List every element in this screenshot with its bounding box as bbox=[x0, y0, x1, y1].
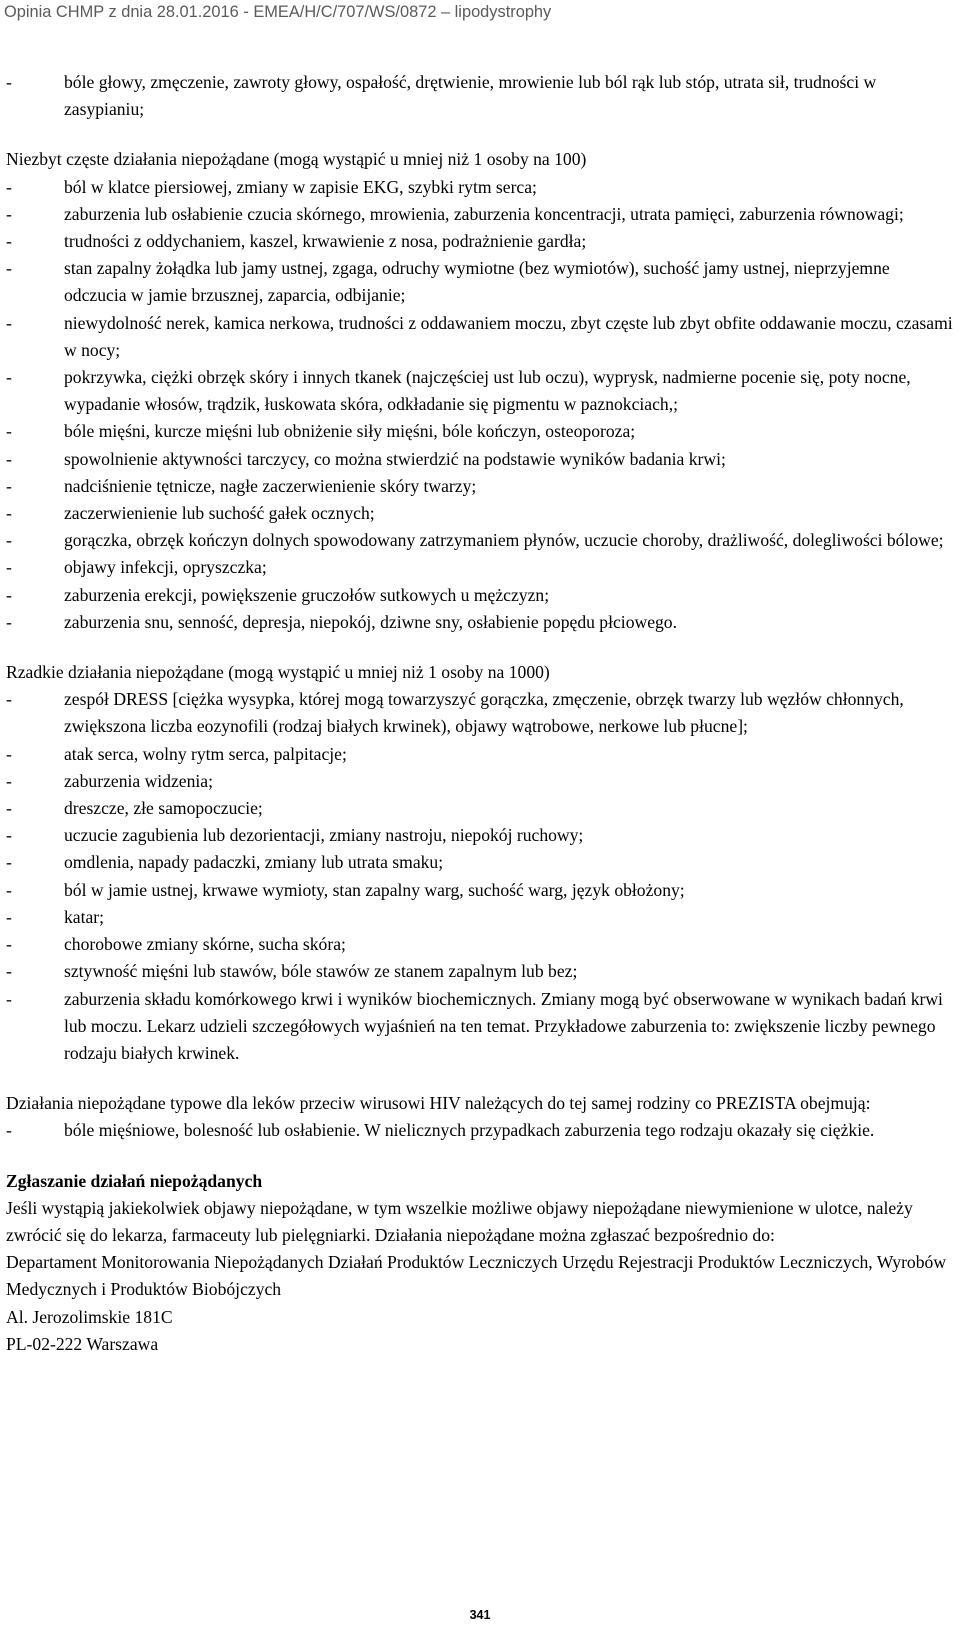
uncommon-section bbox=[6, 146, 954, 636]
page-number: 341 bbox=[469, 1608, 491, 1622]
item-text: dreszcze, złe samopoczucie; bbox=[64, 798, 263, 819]
item-text: bóle mięśni, kurcze mięśni lub obniżenie siły mięśni, bóle kończyn, osteoporoza; bbox=[64, 421, 636, 442]
bullet-dash: - bbox=[6, 421, 12, 442]
bullet-dash: - bbox=[6, 258, 12, 279]
list-item bbox=[6, 473, 954, 500]
reporting-heading: Zgłaszanie działań niepożądanych bbox=[6, 1170, 263, 1191]
item-text: uczucie zagubienia lub dezorientacji, zmiany nastroju, niepokój ruchowy; bbox=[64, 825, 584, 846]
item-text: ból w klatce piersiowej, zmiany w zapisie EKG, szybki rytm serca; bbox=[64, 176, 537, 197]
rare-heading: Rzadkie działania niepożądane (mogą wystąpić u mniej niż 1 osoby na 1000) bbox=[6, 662, 550, 683]
list-item bbox=[6, 582, 954, 609]
item-text: nadciśnienie tętnicze, nagłe zaczerwienienie skóry twarzy; bbox=[64, 475, 477, 496]
item-text: gorączka, obrzęk kończyn dolnych spowodowany zatrzymaniem płynów, uczucie choroby, drażliwość, dolegliwości bólowe; bbox=[64, 530, 944, 551]
item-text: atak serca, wolny rytm serca, palpitacje; bbox=[64, 743, 347, 764]
document-body bbox=[6, 69, 954, 1358]
bullet-dash: - bbox=[6, 988, 12, 1009]
top-list bbox=[6, 69, 954, 123]
list-item bbox=[6, 795, 954, 822]
list-item bbox=[6, 609, 954, 636]
list-item bbox=[6, 201, 954, 228]
bullet-dash: - bbox=[6, 934, 12, 955]
bullet-dash: - bbox=[6, 798, 12, 819]
list-item bbox=[6, 69, 954, 123]
bullet-dash: - bbox=[6, 825, 12, 846]
bullet-dash: - bbox=[6, 961, 12, 982]
bullet-dash: - bbox=[6, 852, 12, 873]
item-text: ból w jamie ustnej, krwawe wymioty, stan zapalny warg, suchość warg, język obłożony; bbox=[64, 879, 685, 900]
hiv-section bbox=[6, 1090, 954, 1144]
list-item bbox=[6, 228, 954, 255]
list-item bbox=[6, 849, 954, 876]
bullet-dash: - bbox=[6, 557, 12, 578]
item-text: katar; bbox=[64, 906, 105, 927]
list-item bbox=[6, 310, 954, 364]
item-text: zespół DRESS [ciężka wysypka, której mogą towarzyszyć gorączka, zmęczenie, obrzęk twarzy lub węzłów chłonnych, zwiększona liczba eozynofili (rodzaj białych krwinek), objawy wątrobowe, nerkowe lub płucne]; bbox=[64, 689, 904, 737]
bullet-dash: - bbox=[6, 743, 12, 764]
hiv-heading: Działania niepożądane typowe dla leków przeciw wirusowi HIV należących do tej samej rodziny co PREZISTA obejmują: bbox=[6, 1093, 871, 1114]
item-text: niewydolność nerek, kamica nerkowa, trudności z oddawaniem moczu, zbyt częste lub zbyt obfite oddawanie moczu, czasami w nocy; bbox=[64, 312, 953, 360]
address-line: Al. Jerozolimskie 181C bbox=[6, 1306, 173, 1327]
reporting-section bbox=[6, 1168, 954, 1358]
bullet-dash: - bbox=[6, 611, 12, 632]
item-text: objawy infekcji, opryszczka; bbox=[64, 557, 267, 578]
list-item bbox=[6, 446, 954, 473]
list-item bbox=[6, 741, 954, 768]
bullet-dash: - bbox=[6, 906, 12, 927]
item-text: zaburzenia składu komórkowego krwi i wyników biochemicznych. Zmiany mogą być obserwowane w wynikach badań krwi lub moczu. Lekarz udzieli szczegółowych wyjaśnień na ten temat. Przykładowe zaburzenia to: zwiększenie liczby pewnego rodzaju białych krwinek. bbox=[64, 988, 943, 1063]
bullet-dash: - bbox=[6, 448, 12, 469]
address-line: PL-02-222 Warszawa bbox=[6, 1333, 159, 1354]
item-text: bóle głowy, zmęczenie, zawroty głowy, ospałość, drętwienie, mrowienie lub ból rąk lub stóp, utrata sił, trudności w zasypianiu; bbox=[64, 72, 877, 120]
item-text: stan zapalny żołądka lub jamy ustnej, zgaga, odruchy wymiotne (bez wymiotów), suchość jamy ustnej, nieprzyjemne odczucia w jamie brzusznej, zaparcia, odbijanie; bbox=[64, 258, 890, 306]
list-item bbox=[6, 418, 954, 445]
item-text: zaburzenia erekcji, powiększenie gruczołów sutkowych u mężczyzn; bbox=[64, 584, 550, 605]
list-item bbox=[6, 931, 954, 958]
item-text: bóle mięśniowe, bolesność lub osłabienie. W nielicznych przypadkach zaburzenia tego rodzaju okazały się ciężkie. bbox=[64, 1120, 875, 1141]
list-item bbox=[6, 1117, 954, 1144]
bullet-dash: - bbox=[6, 72, 12, 92]
list-item bbox=[6, 364, 954, 418]
document-header: Opinia CHMP z dnia 28.01.2016 - EMEA/H/C/707/WS/0872 – lipodystrophy bbox=[4, 3, 552, 21]
item-text: pokrzywka, ciężki obrzęk skóry i innych tkanek (najczęściej ust lub oczu), wyprysk, nadmierne pocenie się, poty nocne, wypadanie włosów, trądzik, łuskowata skóra, odkładanie się pigmentu w paznokciach,; bbox=[64, 367, 911, 415]
list-item bbox=[6, 768, 954, 795]
list-item bbox=[6, 877, 954, 904]
bullet-dash: - bbox=[6, 503, 12, 524]
list-item bbox=[6, 255, 954, 309]
bullet-dash: - bbox=[6, 203, 12, 224]
bullet-dash: - bbox=[6, 367, 12, 388]
address-line: Departament Monitorowania Niepożądanych Działań Produktów Leczniczych Urzędu Rejestracji Produktów Leczniczych, Wyrobów Medycznych i Produktów Biobójczych bbox=[6, 1252, 947, 1300]
list-item bbox=[6, 174, 954, 201]
bullet-dash: - bbox=[6, 689, 12, 710]
item-text: zaburzenia lub osłabienie czucia skórnego, mrowienia, zaburzenia koncentracji, utrata pamięci, zaburzenia równowagi; bbox=[64, 203, 904, 224]
bullet-dash: - bbox=[6, 1120, 12, 1141]
list-item bbox=[6, 554, 954, 581]
bullet-dash: - bbox=[6, 176, 12, 197]
bullet-dash: - bbox=[6, 584, 12, 605]
uncommon-heading: Niezbyt częste działania niepożądane (mogą wystąpić u mniej niż 1 osoby na 100) bbox=[6, 149, 587, 170]
item-text: zaczerwienienie lub suchość gałek ocznych; bbox=[64, 503, 375, 524]
reporting-text: Jeśli wystąpią jakiekolwiek objawy niepożądane, w tym wszelkie możliwe objawy niepożądane niewymienione w ulotce, należy zwrócić się do lekarza, farmaceuty lub pielęgniarki. Działania niepożądane można zgłaszać bezpośrednio do: bbox=[6, 1197, 913, 1245]
bullet-dash: - bbox=[6, 231, 12, 252]
bullet-dash: - bbox=[6, 770, 12, 791]
list-item bbox=[6, 686, 954, 740]
bullet-dash: - bbox=[6, 312, 12, 333]
bullet-dash: - bbox=[6, 879, 12, 900]
item-text: zaburzenia widzenia; bbox=[64, 770, 213, 791]
list-item bbox=[6, 958, 954, 985]
item-text: omdlenia, napady padaczki, zmiany lub utrata smaku; bbox=[64, 852, 444, 873]
item-text: trudności z oddychaniem, kaszel, krwawienie z nosa, podrażnienie gardła; bbox=[64, 231, 587, 252]
list-item bbox=[6, 500, 954, 527]
list-item bbox=[6, 986, 954, 1068]
item-text: zaburzenia snu, senność, depresja, niepokój, dziwne sny, osłabienie popędu płciowego. bbox=[64, 611, 677, 632]
item-text: sztywność mięśni lub stawów, bóle stawów ze stanem zapalnym lub bez; bbox=[64, 961, 578, 982]
bullet-dash: - bbox=[6, 530, 12, 551]
list-item bbox=[6, 527, 954, 554]
list-item bbox=[6, 822, 954, 849]
rare-section bbox=[6, 659, 954, 1067]
item-text: spowolnienie aktywności tarczycy, co można stwierdzić na podstawie wyników badania krwi; bbox=[64, 448, 726, 469]
list-item bbox=[6, 904, 954, 931]
bullet-dash: - bbox=[6, 475, 12, 496]
item-text: chorobowe zmiany skórne, sucha skóra; bbox=[64, 934, 346, 955]
